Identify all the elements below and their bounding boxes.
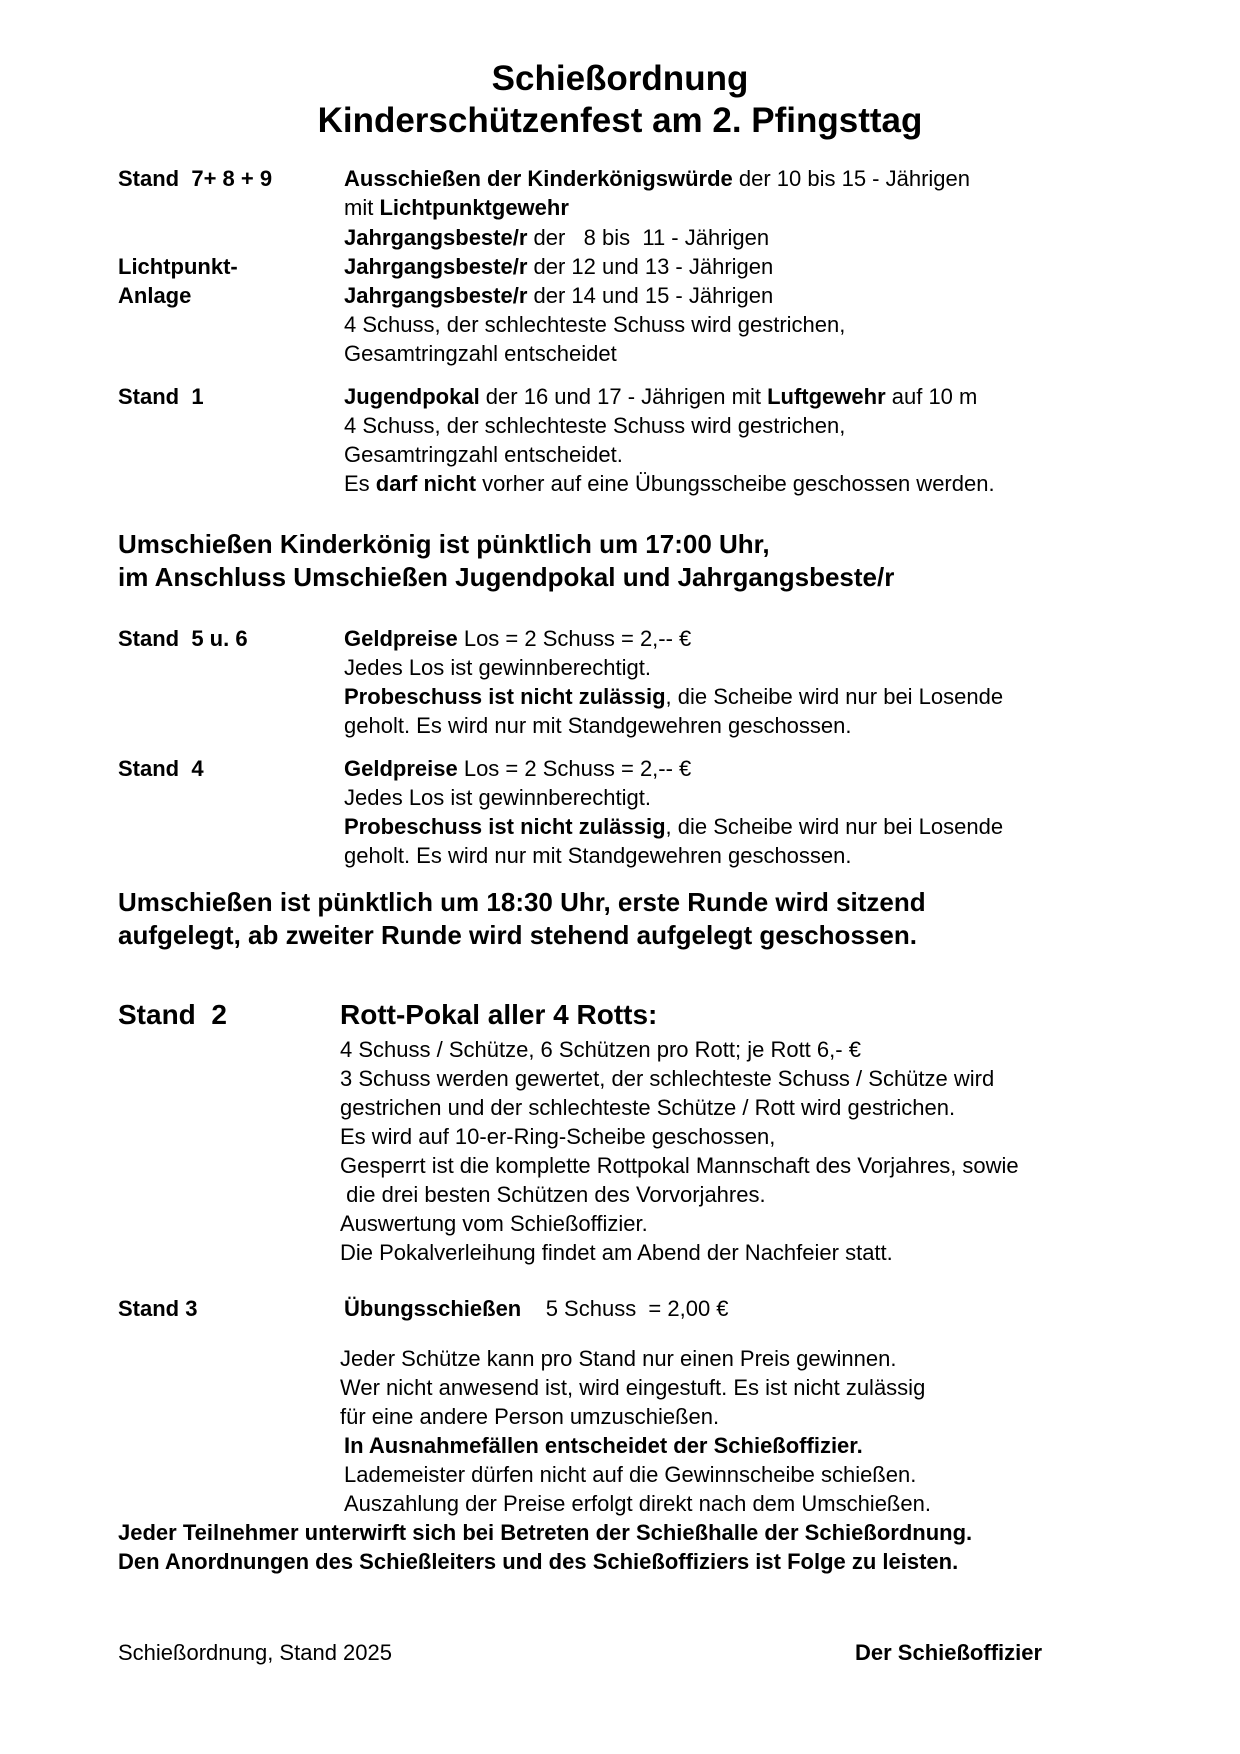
section1-line-5: Jahrgangsbeste/r der 14 und 15 - Jährigen: [344, 283, 774, 308]
section3-line-2: Jedes Los ist gewinnberechtigt.: [344, 655, 651, 680]
section3-line-4: geholt. Es wird nur mit Standgewehren geschossen.: [344, 713, 852, 738]
lichtpunkt-label: Lichtpunkt-: [118, 254, 238, 279]
stand-label-3: Stand 3: [118, 1296, 198, 1321]
section1-line-1: Ausschießen der Kinderkönigswürde der 10 bis 15 - Jährigen: [344, 166, 971, 191]
rules-line-1: Jeder Schütze kann pro Stand nur einen Preis gewinnen.: [340, 1346, 897, 1371]
section2-line-3: Gesamtringzahl entscheidet.: [344, 442, 623, 467]
footer-document-version: Schießordnung, Stand 2025: [118, 1640, 392, 1665]
section5-line-7: Auswertung vom Schießoffizier.: [340, 1211, 648, 1236]
section1-line-4: Jahrgangsbeste/r der 12 und 13 - Jährigen: [344, 254, 774, 279]
anlage-label: Anlage: [118, 283, 192, 308]
footer-signature: Der Schießoffizier: [855, 1640, 1043, 1665]
rules-line-3: für eine andere Person umzuschießen.: [340, 1404, 720, 1429]
section5-line-8: Die Pokalverleihung findet am Abend der Nachfeier statt.: [340, 1240, 893, 1265]
stand-label-4: Stand 4: [118, 756, 204, 781]
section5-line-5: Gesperrt ist die komplette Rottpokal Mannschaft des Vorjahres, sowie: [340, 1153, 1019, 1178]
section4-line-4: geholt. Es wird nur mit Standgewehren geschossen.: [344, 843, 852, 868]
notice2-line-1: Umschießen ist pünktlich um 18:30 Uhr, erste Runde wird sitzend: [118, 887, 926, 917]
section5-line-6: die drei besten Schützen des Vorvorjahres.: [340, 1182, 766, 1207]
section3-line-1: Geldpreise Los = 2 Schuss = 2,-- €: [344, 626, 692, 651]
document-title-line-2: Kinderschützenfest am 2. Pfingsttag: [317, 101, 923, 140]
section5-line-4: Es wird auf 10-er-Ring-Scheibe geschossen,: [340, 1124, 776, 1149]
section1-line-6: 4 Schuss, der schlechteste Schuss wird gestrichen,: [344, 312, 846, 337]
rules-line-4: In Ausnahmefällen entscheidet der Schießoffizier.: [344, 1433, 863, 1458]
closing-line-2: Den Anordnungen des Schießleiters und des Schießoffiziers ist Folge zu leisten.: [118, 1549, 959, 1574]
section1-line-3: Jahrgangsbeste/r der 8 bis 11 - Jährigen: [344, 225, 770, 250]
stand-label-2: Stand 2: [118, 999, 227, 1030]
rott-pokal-heading: Rott-Pokal aller 4 Rotts:: [340, 999, 658, 1030]
section4-line-3: Probeschuss ist nicht zulässig, die Scheibe wird nur bei Losende: [344, 814, 1004, 839]
section2-line-2: 4 Schuss, der schlechteste Schuss wird gestrichen,: [344, 413, 846, 438]
section4-line-2: Jedes Los ist gewinnberechtigt.: [344, 785, 651, 810]
stand-label-1: Stand 1: [118, 384, 204, 409]
section3-line-3: Probeschuss ist nicht zulässig, die Scheibe wird nur bei Losende: [344, 684, 1004, 709]
notice1-line-1: Umschießen Kinderkönig ist pünktlich um 17:00 Uhr,: [118, 529, 770, 559]
notice2-line-2: aufgelegt, ab zweiter Runde wird stehend aufgelegt geschossen.: [118, 920, 917, 950]
section5-line-1: 4 Schuss / Schütze, 6 Schützen pro Rott; je Rott 6,- €: [340, 1037, 861, 1062]
section6-line-1: Übungsschießen 5 Schuss = 2,00 €: [344, 1296, 729, 1321]
document-title-line-1: Schießordnung: [491, 59, 749, 98]
rules-line-5: Lademeister dürfen nicht auf die Gewinnscheibe schießen.: [344, 1462, 917, 1487]
section2-line-4: Es darf nicht vorher auf eine Übungsscheibe geschossen werden.: [344, 471, 995, 496]
stand-label-7-8-9: Stand 7+ 8 + 9: [118, 166, 273, 191]
stand-label-5-6: Stand 5 u. 6: [118, 626, 248, 651]
closing-line-1: Jeder Teilnehmer unterwirft sich bei Betreten der Schießhalle der Schießordnung.: [118, 1520, 973, 1545]
section5-line-2: 3 Schuss werden gewertet, der schlechteste Schuss / Schütze wird: [340, 1066, 995, 1091]
section2-line-1: Jugendpokal der 16 und 17 - Jährigen mit Luftgewehr auf 10 m: [344, 384, 978, 409]
section4-line-1: Geldpreise Los = 2 Schuss = 2,-- €: [344, 756, 692, 781]
section1-line-2: mit Lichtpunktgewehr: [344, 195, 569, 220]
rules-line-6: Auszahlung der Preise erfolgt direkt nach dem Umschießen.: [344, 1491, 931, 1516]
rules-line-2: Wer nicht anwesend ist, wird eingestuft. Es ist nicht zulässig: [340, 1375, 926, 1400]
notice1-line-2: im Anschluss Umschießen Jugendpokal und Jahrgangsbeste/r: [118, 562, 895, 592]
section1-line-7: Gesamtringzahl entscheidet: [344, 341, 617, 366]
section5-line-3: gestrichen und der schlechteste Schütze / Rott wird gestrichen.: [340, 1095, 956, 1120]
